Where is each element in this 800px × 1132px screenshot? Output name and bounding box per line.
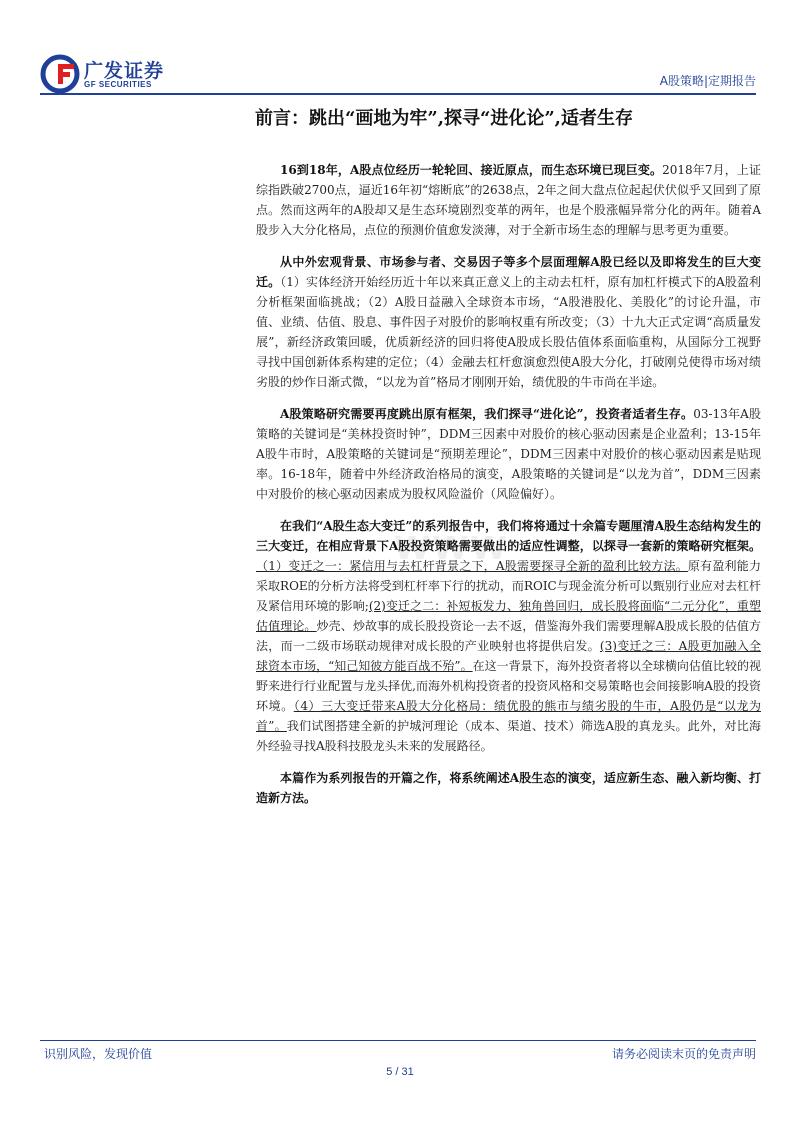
paragraph-2-lead: 从中外宏观背景、市场参与者、交易因子等多个层面理解A股已经以及即将发生的巨大变迁。 <box>256 255 761 289</box>
paragraph-1-text: 2018年7月，上证综指跌破2700点，逼近16年初“熔断底”的2638点，2年之间大盘点位起起伏伏似乎又回到了原点。然而这两年的A股却又是生态环境剧烈变革的两年，也是个股涨幅异常分化的两年。随着A股步入大分化格局，点位的预测价值愈发淡薄，对于全新市场生态的理解与思考更为重要。 <box>256 163 761 237</box>
paragraph-3-text: 03-13年A股策略的关键词是“美林投资时钟”，DDM三因素中对股价的核心驱动因素是企业盈利；13-15年A股牛市时，A股策略的关键词是“预期差理论”，DDM三因素中对股价的核心驱动因素是贴现率。16-18年，随着中外经济政治格局的演变，A股策略的关键词是“以龙为首”，DDM三因素中对股价的核心驱动因素成为股权风险溢价（风险偏好）。 <box>256 407 762 501</box>
footer-slogan: 识别风险，发现价值 <box>44 1047 153 1061</box>
logo-text-en: GF SECURITIES <box>84 80 152 89</box>
gf-logo <box>40 54 200 94</box>
paragraph-4-lead: 在我们“A股生态大变迁”的系列报告中，我们将将通过十余篇专题厘清A股生态结构发生的三大变迁，在相应背景下A股投资策略需要做出的适应性调整，以探寻一套新的策略研究框架。 <box>256 519 761 553</box>
change-4-heading: （4）三大变迁带来A股大分化格局：绩优股的熊市与绩劣股的牛市，A股仍是“以龙为首”。 <box>256 699 761 733</box>
logo-text-cn: 广发证券 <box>84 60 165 82</box>
watermark: www <box>395 520 510 569</box>
report-body <box>256 160 761 820</box>
change-3-heading: (3)变迁之三：A股更加融入全球资本市场，“知己知彼方能百战不殆”。 <box>256 639 761 673</box>
paragraph-1-lead: 16到18年，A股点位经历一轮轮回、接近原点，而生态环境已现巨变。 <box>280 163 663 177</box>
section-title: 前言：跳出“画地为牢”,探寻“进化论”,适者生存 <box>255 108 633 129</box>
page-number: 5 / 31 <box>386 1066 414 1078</box>
page-header <box>0 0 800 100</box>
change-1-heading: （1）变迁之一：紧信用与去杠杆背景之下，A股需要探寻全新的盈利比较方法。 <box>256 559 688 573</box>
report-type-label: A股策略|定期报告 <box>659 74 756 88</box>
change-2-text: 炒壳、炒故事的成长股投资论一去不返，借鉴海外我们需要理解A股成长股的估值方法，而一二级市场联动规律对成长股的产业映射也将提供启发。 <box>256 619 761 653</box>
paragraph-4 <box>256 516 761 756</box>
paragraph-5 <box>256 768 761 808</box>
paragraph-2-text: （1）实体经济开始经历近十年以来真正意义上的主动去杠杆，原有加杠杆模式下的A股盈利分析框架面临挑战；（2）A股日益融入全球资本市场，“A股港股化、美股化”的讨论升温，市值、业绩、估值、股息、事件因子对股价的影响权重有所改变；（3）十九大正式定调“高质量发展”，新经济政策回暖，优质新经济的回归将使A股成长股估值体系面临重构，从国际分工视野寻找中国创新体系构建的定位；（4）金融去杠杆愈演愈烈使A股大分化，打破刚兑使得市场对绩劣股的炒作日渐式微，“以龙为首”格局才刚刚开始，绩优股的牛市尚在半途。 <box>256 275 761 389</box>
footer-divider <box>40 1040 756 1041</box>
header-divider <box>40 93 756 95</box>
change-2-heading: (2)变迁之二：补短板发力、独角兽回归，成长股将面临“二元分化”，重塑估值理论。 <box>256 599 761 633</box>
paragraph-3-lead: A股策略研究需要再度跳出原有框架，我们探寻“进化论”，投资者适者生存。 <box>280 407 694 421</box>
paragraph-1 <box>256 160 761 240</box>
change-3-text: 在这一背景下，海外投资者将以全球横向估值比较的视野来进行行业配置与龙头择优,而海外机构投资者的投资风格和交易策略也会间接影响A股的投资环境。 <box>256 659 761 713</box>
paragraph-3 <box>256 404 761 504</box>
change-4-text: 我们试图搭建全新的护城河理论（成本、渠道、技术）筛选A股的真龙头。此外，对比海外经验寻找A股科技股龙头未来的发展路径。 <box>256 719 762 753</box>
gf-logo-icon <box>40 54 80 94</box>
footer-disclaimer: 请务必阅读末页的免责声明 <box>611 1047 756 1061</box>
change-1-text: 原有盈利能力采取ROE的分析方法将受到杠杆率下行的扰动，而ROIC与现金流分析可以甄别行业应对去杠杆及紧信用环境的影响; <box>256 559 761 613</box>
paragraph-2 <box>256 252 761 392</box>
paragraph-5-lead: 本篇作为系列报告的开篇之作，将系统阐述A股生态的演变，适应新生态、融入新均衡、打造新方法。 <box>256 771 761 805</box>
